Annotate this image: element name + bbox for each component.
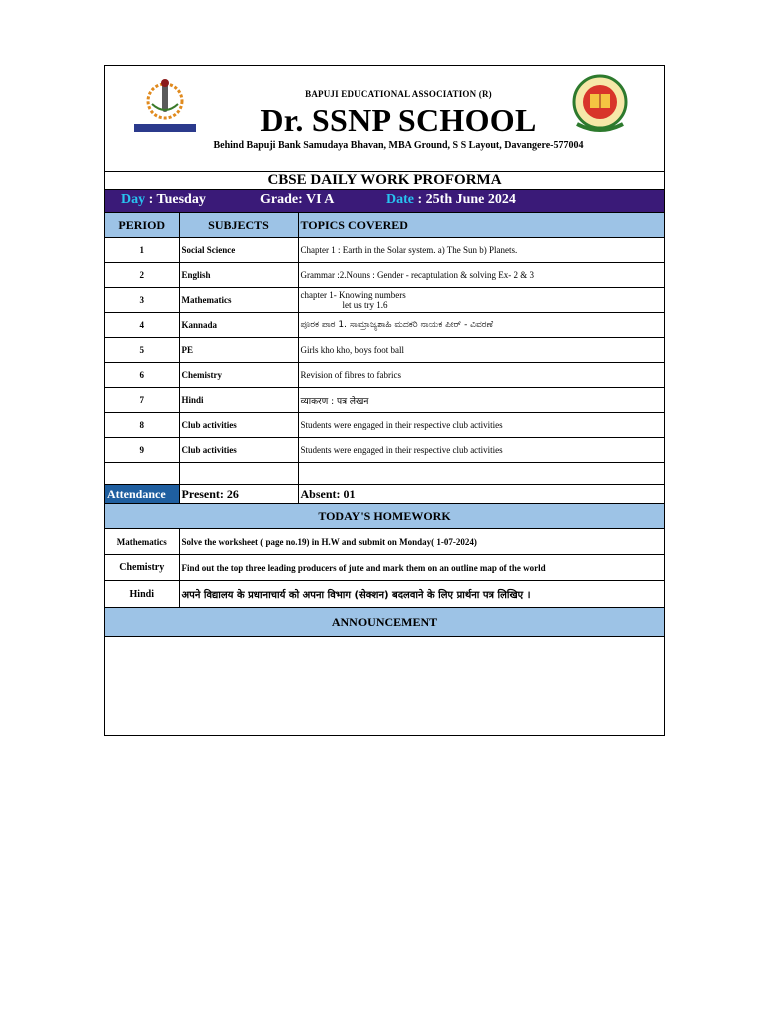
attendance-row	[105, 485, 664, 504]
empty-cell	[298, 463, 664, 485]
association-name: BAPUJI EDUCATIONAL ASSOCIATION (R)	[305, 89, 492, 99]
subject-name: PE	[179, 338, 298, 363]
period-number: 2	[105, 263, 179, 288]
topic-text: ಪೂರಕ ಪಾಠ 1. ಸಾಮ್ರಾಜ್ಯಶಾಹಿ ಮದಕರಿ ನಾಯಕ ಪೀರ್ - ವಿವರಣೆ	[298, 313, 664, 338]
topic-text-line2: let us try 1.6	[342, 300, 388, 310]
day-label: Day	[121, 192, 146, 207]
school-address: Behind Bapuji Bank Samudaya Bhavan, MBA Ground, S S Layout, Davangere-577004	[213, 140, 584, 151]
period-number: 9	[105, 438, 179, 463]
topic-text: व्याकरण : पत्र लेखन	[298, 388, 664, 413]
period-number: 8	[105, 413, 179, 438]
homework-row	[105, 529, 664, 555]
topic-text: Students were engaged in their respective club activities	[298, 413, 664, 438]
table-row	[105, 363, 664, 388]
cbse-seal-icon	[569, 74, 631, 136]
subject-name: Social Science	[179, 238, 298, 263]
date-label: Date	[386, 192, 414, 207]
present-count: Present: 26	[179, 485, 298, 504]
empty-cell	[179, 463, 298, 485]
table-row	[105, 388, 664, 413]
homework-section-header	[105, 504, 664, 529]
subject-name: Hindi	[179, 388, 298, 413]
school-name: Dr. SSNP SCHOOL	[260, 102, 537, 138]
subject-name: Chemistry	[179, 363, 298, 388]
homework-title: TODAY'S HOMEWORK	[105, 504, 664, 529]
subject-name: English	[179, 263, 298, 288]
table-header	[105, 213, 664, 238]
subject-name: Mathematics	[179, 288, 298, 313]
topic-text: Grammar :2.Nouns : Gender - recaptulation & solving Ex- 2 & 3	[298, 263, 664, 288]
period-number: 3	[105, 288, 179, 313]
empty-row	[105, 463, 664, 485]
subjects-header: SUBJECTS	[179, 213, 298, 238]
empty-cell	[105, 463, 179, 485]
date-field	[386, 192, 516, 208]
subject-name: Kannada	[179, 313, 298, 338]
announcement-section-header	[105, 608, 664, 637]
topic-text: Chapter 1 : Earth in the Solar system. a) The Sun b) Planets.	[298, 238, 664, 263]
period-number: 7	[105, 388, 179, 413]
table-row	[105, 413, 664, 438]
day-field	[121, 192, 206, 208]
homework-task: Solve the worksheet ( page no.19) in H.W and submit on Monday( 1-07-2024)	[179, 529, 664, 555]
homework-subject: Mathematics	[105, 529, 179, 555]
topic-cell	[298, 288, 664, 313]
homework-subject: Hindi	[105, 581, 179, 608]
form-title: CBSE DAILY WORK PROFORMA	[105, 172, 664, 190]
day-value: : Tuesday	[148, 192, 206, 207]
announcement-title: ANNOUNCEMENT	[105, 608, 664, 637]
topic-text: Students were engaged in their respective club activities	[298, 438, 664, 463]
homework-task: Find out the top three leading producers of jute and mark them on an outline map of the world	[179, 555, 664, 581]
period-number: 6	[105, 363, 179, 388]
homework-subject: Chemistry	[105, 555, 179, 581]
attendance-label: Attendance	[105, 485, 179, 504]
period-number: 1	[105, 238, 179, 263]
topics-header: TOPICS COVERED	[298, 213, 664, 238]
table-row	[105, 438, 664, 463]
announcement-body	[105, 637, 664, 736]
date-value: : 25th June 2024	[417, 192, 516, 207]
school-header	[105, 66, 664, 172]
homework-row	[105, 581, 664, 608]
table-row	[105, 238, 664, 263]
daily-work-proforma	[104, 65, 665, 736]
absent-count: Absent: 01	[298, 485, 664, 504]
topic-text: Girls kho kho, boys foot ball	[298, 338, 664, 363]
table-row	[105, 288, 664, 313]
table-row	[105, 313, 664, 338]
homework-row	[105, 555, 664, 581]
period-header: PERIOD	[105, 213, 179, 238]
announcement-content	[105, 637, 664, 736]
period-number: 4	[105, 313, 179, 338]
grade-field: Grade: VI A	[260, 192, 335, 207]
topic-text: Revision of fibres to fabrics	[298, 363, 664, 388]
periods-table	[105, 213, 664, 735]
topic-text: chapter 1- Knowing numbers	[300, 290, 406, 300]
table-row	[105, 338, 664, 363]
period-number: 5	[105, 338, 179, 363]
subject-name: Club activities	[179, 438, 298, 463]
table-row	[105, 263, 664, 288]
info-bar	[105, 190, 664, 213]
subject-name: Club activities	[179, 413, 298, 438]
homework-task: अपने विद्यालय के प्रधानाचार्य को अपना विभाग (सेक्शन) बदलवाने के लिए प्रार्थना पत्र लिखिए ।	[179, 581, 664, 608]
